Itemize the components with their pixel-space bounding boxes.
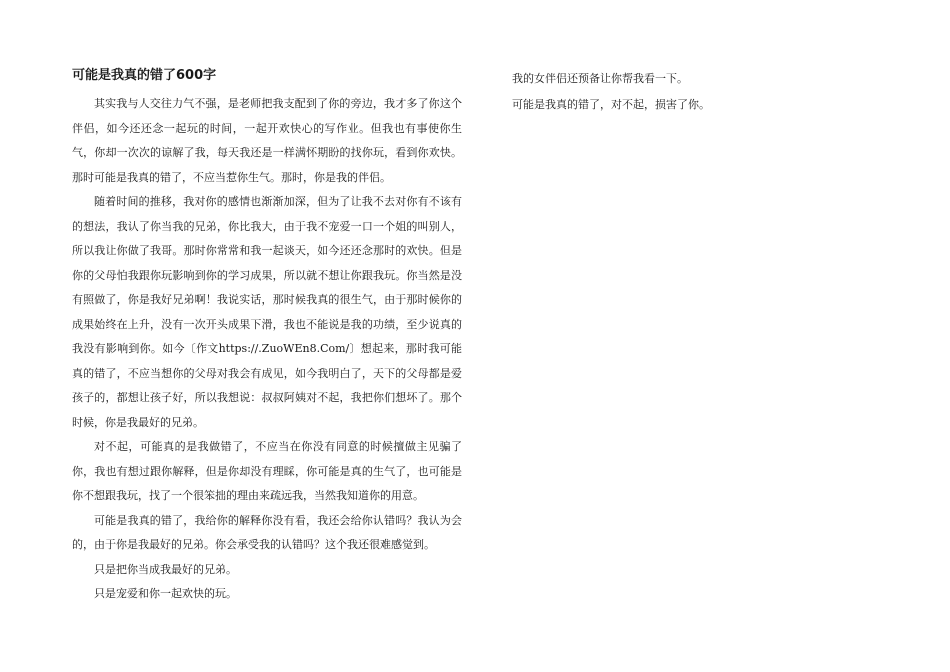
- paragraph: 其实我与人交往力气不强，是老师把我支配到了你的旁边，我才多了你这个伴侣，如今还还念一起玩的时间，一起开欢快心的写作业。但我也有事使你生气，你却一次次的谅解了我，每天我还是一样满怀期盼的找你玩，看到你欢快。那时可能是我真的错了，不应当惹你生气。那时，你是我的伴侣。: [72, 97, 462, 184]
- left-column: [72, 66, 462, 607]
- paragraph: 我的女伴侣还预备让你帮我看一下。: [512, 72, 688, 85]
- paragraph: 可能是我真的错了，对不起，损害了你。: [512, 98, 710, 111]
- paragraph: 可能是我真的错了，我给你的解释你没有看，我还会给你认错吗？我认为会的，由于你是我最好的兄弟。你会承受我的认错吗？这个我还很难感觉到。: [72, 513, 462, 551]
- paragraph: 随着时间的推移，我对你的感情也渐渐加深，但为了让我不去对你有不该有的想法，我认了你当我的兄弟，你比我大，由于我不宠爱一口一个姐的叫别人，所以我让你做了我哥。那时你常常和我一起谈天，如今还还念那时的欢快。但是你的父母怕我跟你玩影响到你的学习成果，所以就不想让你跟我玩。你当然是没有照做了，你是我好兄弟啊！我说实话，那时候我真的很生气，由于那时候你的成果始终在上升，没有一次开头成果下滑，我也不能说是我的功绩，至少说真的我没有影响到你。如今〔作文https://.ZuoWEn8.Com/〕想起来，那时我可能真的错了，不应当想你的父母对我会有成见，如今我明白了，天下的父母都是爱孩子的，都想让孩子好，所以我想说：叔叔阿姨对不起，我把你们想坏了。那个时候，你是我最好的兄弟。: [72, 195, 462, 429]
- paragraph: 对不起，可能真的是我做错了，不应当在你没有同意的时候擅做主见骗了你，我也有想过跟你解释，但是你却没有理睬，你可能是真的生气了，也可能是你不想跟我玩，找了一个很笨拙的理由来疏远我，当然我知道你的用意。: [72, 440, 462, 502]
- article-title: 可能是我真的错了600字: [72, 68, 217, 83]
- right-column: [512, 66, 892, 118]
- paragraph: 只是把你当成我最好的兄弟。: [94, 562, 237, 576]
- paragraph: 只是宠爱和你一起欢快的玩。: [94, 587, 237, 600]
